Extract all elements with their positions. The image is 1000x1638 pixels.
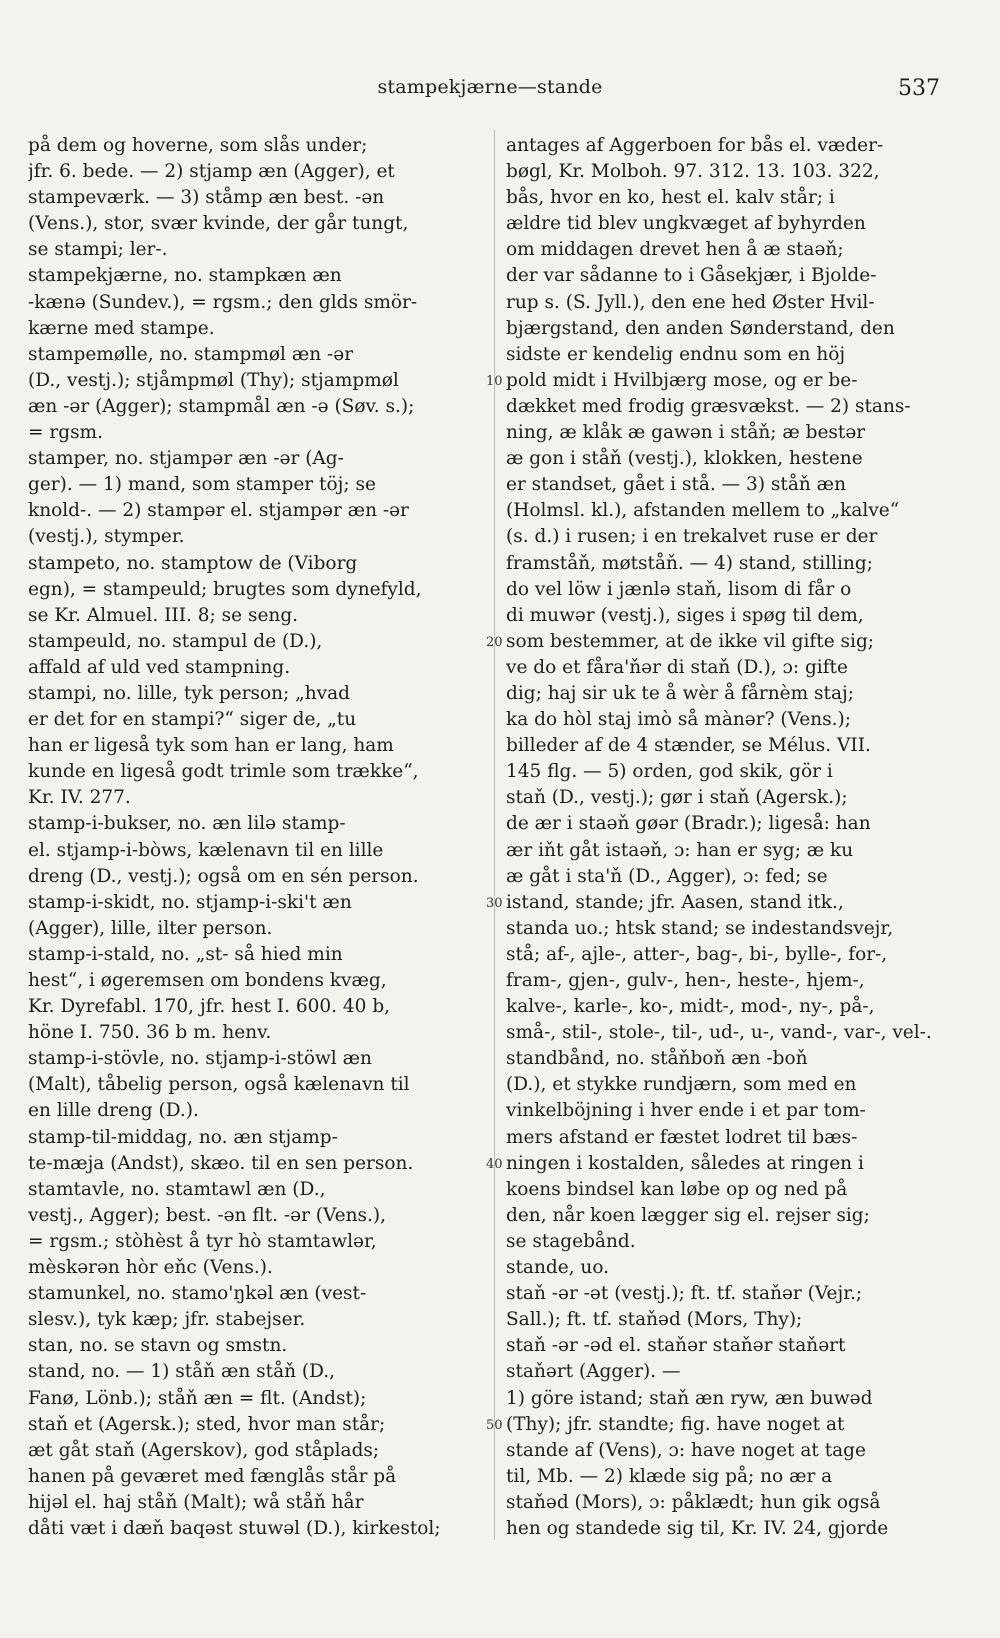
text-line: slesv.), tyk kæp; jfr. stabejser. xyxy=(28,1309,306,1331)
text-line: stan, no. se stavn og smstn. xyxy=(28,1335,288,1357)
text-line: billeder af de 4 stænder, se Mélus. VII. xyxy=(506,735,871,757)
line-number: 50 xyxy=(486,1417,503,1433)
text-line: di muwər (vestj.), siges i spøg til dem, xyxy=(506,604,864,626)
text-line: se Kr. Almuel. III. 8; se seng. xyxy=(28,604,299,626)
text-line: æ gåt i sta'ň (D., Agger), ɔ: fed; se xyxy=(506,865,828,887)
running-head: stampekjærne—stande xyxy=(377,76,603,98)
line-number: 30 xyxy=(486,895,503,911)
text-line: framståň, møtståň. — 4) stand, stilling; xyxy=(506,552,873,574)
text-line: stamtavle, no. stamtawl æn (D., xyxy=(28,1178,326,1200)
text-line: stande, uo. xyxy=(506,1257,610,1279)
text-line: han er ligeså tyk som han er lang, ham xyxy=(28,735,394,757)
text-line: (Agger), lille, ilter person. xyxy=(28,917,273,939)
text-line: hen og standede sig til, Kr. IV. 24, gjorde xyxy=(506,1517,889,1539)
text-line: bås, hvor en ko, hest el. kalv står; i xyxy=(506,187,835,209)
text-line: Kr. IV. 277. xyxy=(28,787,131,809)
text-line: mèskərən hòr eňc (Vens.). xyxy=(28,1257,273,1279)
text-line: 1) göre istand; staň æn ryw, æn buwəd xyxy=(506,1387,873,1409)
text-line: do vel löw i jænlə staň, lisom di får o xyxy=(506,578,852,600)
text-line: hijəl el. haj ståň (Malt); wå ståň hår xyxy=(28,1491,364,1513)
page-number: 537 xyxy=(898,76,940,101)
line-number: 40 xyxy=(486,1156,503,1172)
text-line: standbånd, no. ståňboň æn -boň xyxy=(506,1048,808,1070)
text-line: stande af (Vens), ɔ: have noget at tage xyxy=(506,1439,866,1461)
text-line: mers afstand er fæstet lodret til bæs- xyxy=(506,1126,858,1148)
text-line: (D.), et stykke rundjærn, som med en xyxy=(506,1074,857,1096)
text-line: stamp-i-stövle, no. stjamp-i-stöwl æn xyxy=(28,1048,372,1070)
text-line: er det for en stampi?“ siger de, „tu xyxy=(28,709,357,731)
text-line: istand, stande; jfr. Aasen, stand itk., xyxy=(506,891,844,913)
page-header xyxy=(40,76,940,110)
text-line: Fanø, Lönb.); ståň æn = flt. (Andst); xyxy=(28,1387,367,1409)
text-line: dig; haj sir uk te å wèr å fårnèm staj; xyxy=(506,682,854,704)
text-line: 145 flg. — 5) orden, god skik, gör i xyxy=(506,761,833,783)
text-line: vinkelböjning i hver ende i et par tom- xyxy=(506,1100,866,1122)
text-line: stampeuld, no. stampul de (D.), xyxy=(28,630,323,652)
text-line: staňərt (Agger). — xyxy=(506,1361,681,1383)
text-line: staň -ər -ət (vestj.); ft. tf. staňər (Vejr.; xyxy=(506,1283,863,1305)
line-number: 10 xyxy=(486,373,503,389)
text-line: bøgl, Kr. Molboh. 97. 312. 13. 103. 322, xyxy=(506,161,880,183)
text-line: ær iňt gåt istaəň, ɔ: han er syg; æ ku xyxy=(506,839,854,861)
text-line: pold midt i Hvilbjærg mose, og er be- xyxy=(506,369,858,391)
text-line: koens bindsel kan løbe op og ned på xyxy=(506,1178,848,1200)
text-line: fram-, gjen-, gulv-, hen-, heste-, hjem-, xyxy=(506,970,865,991)
text-line: kalve-, karle-, ko-, midt-, mod-, ny-, på-, xyxy=(506,996,875,1018)
text-line: stamper, no. stjampər æn -ər (Ag- xyxy=(28,448,344,470)
text-line: der var sådanne to i Gåsekjær, i Bjolde- xyxy=(506,265,877,287)
text-line: er standset, gået i stå. — 3) ståň æn xyxy=(506,474,846,496)
text-line: Kr. Dyrefabl. 170, jfr. hest I. 600. 40 b, xyxy=(28,996,391,1018)
text-line: (D., vestj.); stjåmpmøl (Thy); stjampmøl xyxy=(28,369,399,391)
text-line: stampemølle, no. stampmøl æn -ər xyxy=(28,343,354,365)
text-line: staň -ər -əd el. staňər staňər staňərt xyxy=(506,1335,846,1357)
text-line: en lille dreng (D.). xyxy=(28,1100,199,1122)
text-line: rup s. (S. Jyll.), den ene hed Øster Hvil- xyxy=(506,291,875,313)
text-line: jfr. 6. bede. — 2) stjamp æn (Agger), et xyxy=(28,161,395,183)
text-line: æ gon i ståň (vestj.), klokken, hestene xyxy=(506,448,863,470)
left-column xyxy=(28,133,483,1542)
text-line: stå; af-, ajle-, atter-, bag-, bi-, bylle-, for-, xyxy=(506,943,888,965)
text-line: den, når koen lægger sig el. rejser sig; xyxy=(506,1204,870,1226)
text-line: stamp-til-middag, no. æn stjamp- xyxy=(28,1126,338,1148)
text-line: stampi, no. lille, tyk person; „hvad xyxy=(28,682,350,704)
text-line: stamp-i-stald, no. „st- så hied min xyxy=(28,943,343,965)
text-line: el. stjamp-i-bòws, kælenavn til en lille xyxy=(28,839,384,861)
text-line: = rgsm. xyxy=(28,422,103,444)
text-line: stampeto, no. stamptow de (Viborg xyxy=(28,552,358,574)
text-line: ningen i kostalden, således at ringen i xyxy=(506,1152,864,1174)
text-line: Sall.); ft. tf. staňəd (Mors, Thy); xyxy=(506,1309,803,1331)
text-line: dreng (D., vestj.); også om en sén person. xyxy=(28,865,419,887)
text-line: de ær i staəň gøər (Bradr.); ligeså: han xyxy=(506,813,871,835)
text-line: antages af Aggerboen for bås el. væder- xyxy=(506,135,884,156)
text-line: bjærgstand, den anden Sønderstand, den xyxy=(506,317,895,339)
text-line: stamp-i-skidt, no. stjamp-i-ski't æn xyxy=(28,891,352,913)
text-line: sidste er kendelig endnu som en höj xyxy=(506,343,846,365)
text-line: standa uo.; htsk stand; se indestandsvejr, xyxy=(506,917,894,939)
text-line: (Holmsl. kl.), afstanden mellem to „kalve“ xyxy=(506,500,900,522)
text-line: kunde en ligeså godt trimle som trække“, xyxy=(28,761,419,783)
text-line: (Malt), tåbelig person, også kælenavn til xyxy=(28,1074,410,1096)
text-line: staňəd (Mors), ɔ: påklædt; hun gik også xyxy=(506,1491,881,1513)
text-line: = rgsm.; stòhèst å tyr hò stamtawlər, xyxy=(28,1230,377,1252)
text-line: staň (D., vestj.); gør i staň (Agersk.); xyxy=(506,787,848,809)
text-line: se stagebånd. xyxy=(506,1230,636,1252)
text-line: stand, no. — 1) ståň æn ståň (D., xyxy=(28,1361,336,1383)
text-line: se stampi; ler-. xyxy=(28,239,168,261)
text-line: stampeværk. — 3) ståmp æn best. -ən xyxy=(28,187,385,209)
line-number: 20 xyxy=(486,634,503,650)
text-line: vestj., Agger); best. -ən flt. -ər (Vens.), xyxy=(28,1204,387,1226)
text-line: små-, stil-, stole-, til-, ud-, u-, vand-, var-, vel-. xyxy=(506,1022,932,1044)
text-line: höne I. 750. 36 b m. henv. xyxy=(28,1022,272,1044)
text-line: æn -ər (Agger); stampmål æn -ə (Søv. s.); xyxy=(28,395,415,417)
text-line: knold-. — 2) stampər el. stjampər æn -ər xyxy=(28,500,409,522)
text-line: kærne med stampe. xyxy=(28,317,215,339)
text-line: dækket med frodig græsvækst. — 2) stans- xyxy=(506,395,911,417)
text-line: hest“, i øgeremsen om bondens kvæg, xyxy=(28,970,387,991)
text-line: stampekjærne, no. stampkæn æn xyxy=(28,265,342,287)
text-line: (Vens.), stor, svær kvinde, der går tungt, xyxy=(28,213,409,235)
text-line: ger). — 1) mand, som stamper töj; se xyxy=(28,474,376,496)
text-line: ældre tid blev ungkvæget af byhyrden xyxy=(506,213,866,235)
text-line: hanen på geværet med fænglås står på xyxy=(28,1465,397,1487)
text-line: (s. d.) i rusen; i en trekalvet ruse er der xyxy=(506,526,878,548)
text-line: om middagen drevet hen å æ staəň; xyxy=(506,239,844,261)
text-line: ning, æ klåk æ gawən i ståň; æ bestər xyxy=(506,422,866,444)
column-divider xyxy=(494,130,495,1540)
text-line: æt gåt staň (Agerskov), god ståplads; xyxy=(28,1439,380,1461)
text-line: til, Mb. — 2) klæde sig på; no ær a xyxy=(506,1465,833,1487)
text-line: som bestemmer, at de ikke vil gifte sig; xyxy=(506,630,875,652)
text-line: ve do et fåra'ňər di staň (D.), ɔ: gifte xyxy=(506,656,848,678)
text-line: affald af uld ved stampning. xyxy=(28,656,291,678)
text-line: egn), = stampeuld; brugtes som dynefyld, xyxy=(28,578,422,600)
text-line: stamp-i-bukser, no. æn lilə stamp- xyxy=(28,813,346,835)
text-line: stamunkel, no. stamo'ŋkəl æn (vest- xyxy=(28,1283,367,1305)
text-line: på dem og hoverne, som slås under; xyxy=(28,135,368,156)
text-line: dåti væt i dæň baqəst stuwəl (D.), kirkestol; xyxy=(28,1517,441,1539)
text-line: te-mæja (Andst), skæo. til en sen person. xyxy=(28,1152,414,1174)
text-line: -kænə (Sundev.), = rgsm.; den glds smör- xyxy=(28,291,418,313)
text-line: (Thy); jfr. standte; fig. have noget at xyxy=(506,1413,845,1435)
text-line: staň et (Agersk.); sted, hvor man står; xyxy=(28,1413,386,1435)
text-line: ka do hòl staj imò så mànər? (Vens.); xyxy=(506,709,851,731)
right-column xyxy=(506,133,936,1542)
text-line: (vestj.), stymper. xyxy=(28,526,185,548)
